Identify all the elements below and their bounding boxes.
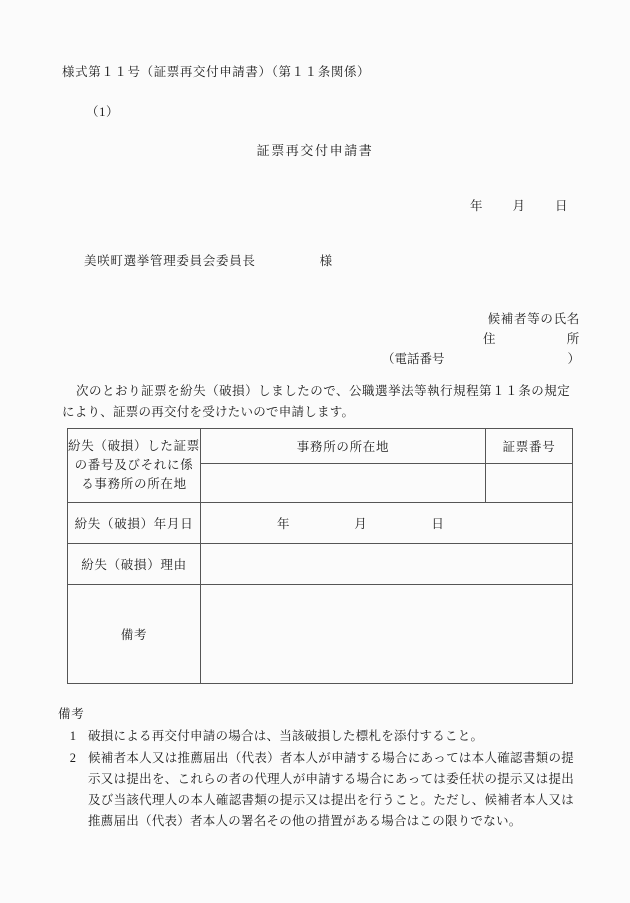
row-label-lost-certificate-info (68, 429, 201, 503)
applicant-address-label-first: 住 (483, 332, 497, 346)
date-month-label: 月 (512, 199, 526, 213)
loss-date-year-label: 年 (277, 517, 291, 531)
row-label-remarks: 備考 (68, 585, 201, 684)
applicant-phone-field (380, 349, 580, 369)
table-row (68, 585, 573, 684)
document-title: 証票再交付申請書 (256, 143, 374, 158)
notes-heading: 備考 (58, 707, 85, 721)
row-label-line-3: る事務所の所在地 (81, 477, 187, 491)
applicant-address-label-second: 所 (566, 332, 580, 346)
form-sub-number: （1） (86, 105, 120, 119)
note-number: 1 (69, 729, 77, 743)
phone-close-paren: ） (567, 352, 580, 366)
date-year-label: 年 (470, 199, 483, 213)
note-text: 破損による再交付申請の場合は、当該破損した標札を添付すること。 (88, 729, 484, 743)
input-loss-date[interactable] (201, 503, 573, 544)
table-row (68, 503, 573, 544)
row-label-loss-reason: 紛失（破損）理由 (68, 544, 201, 585)
loss-date-ymd (201, 514, 572, 532)
row-label-line-1: 紛失（破損）した証票 (68, 439, 201, 453)
note-number: 2 (69, 751, 77, 765)
subheader-certificate-number: 証票番号 (486, 429, 573, 464)
body-paragraph-line-2: 証票の再交付を受けたいので申請します。 (113, 405, 355, 419)
applicant-name-label: 候補者等の氏名 (487, 312, 580, 326)
input-certificate-number[interactable] (486, 464, 573, 503)
applicant-address-label (483, 329, 580, 349)
row-label-line-2: の番号及びそれに係 (74, 458, 194, 472)
input-loss-reason[interactable] (201, 544, 573, 585)
table-row (68, 544, 573, 585)
footer-notes (58, 704, 574, 832)
date-day-label: 日 (555, 199, 568, 213)
subheader-office-location: 事務所の所在地 (201, 429, 486, 464)
loss-date-day-label: 日 (431, 517, 445, 531)
body-paragraph-line-1: 次のとおり証票を紛失（破損）しましたので、公職選挙法等執行規程第１１条の規定により、 (62, 384, 570, 419)
addressee-honorific: 様 (319, 254, 333, 268)
input-office-location[interactable] (201, 464, 486, 503)
phone-label: （電話番号 (382, 352, 445, 366)
note-text: 候補者本人又は推薦届出（代表）者本人が申請する場合にあっては本人確認書類の提示又は提出を、これらの者の代理人が申請する場合にあっては委任状の提示又は提出及び当該代理人の本人確認書類の提示又は提出を行うこと。ただし、候補者本人又は推薦届出（代表）者本人の署名その他の措置がある場合はこの限りでない。 (88, 751, 574, 828)
loss-date-month-label: 月 (354, 517, 368, 531)
addressee-name: 美咲町選挙管理委員会委員長 (84, 254, 256, 268)
input-remarks[interactable] (201, 585, 573, 684)
note-item (58, 726, 574, 747)
addressee (84, 251, 333, 269)
form-number-heading: 様式第１１号（証票再交付申請書）（第１１条関係） (62, 65, 371, 79)
date-line (470, 196, 568, 214)
note-item (58, 748, 574, 832)
applicant-block (380, 309, 580, 369)
body-paragraph (62, 381, 570, 423)
row-label-loss-date: 紛失（破損）年月日 (68, 503, 201, 544)
application-table (67, 428, 573, 684)
table-row (68, 429, 573, 464)
